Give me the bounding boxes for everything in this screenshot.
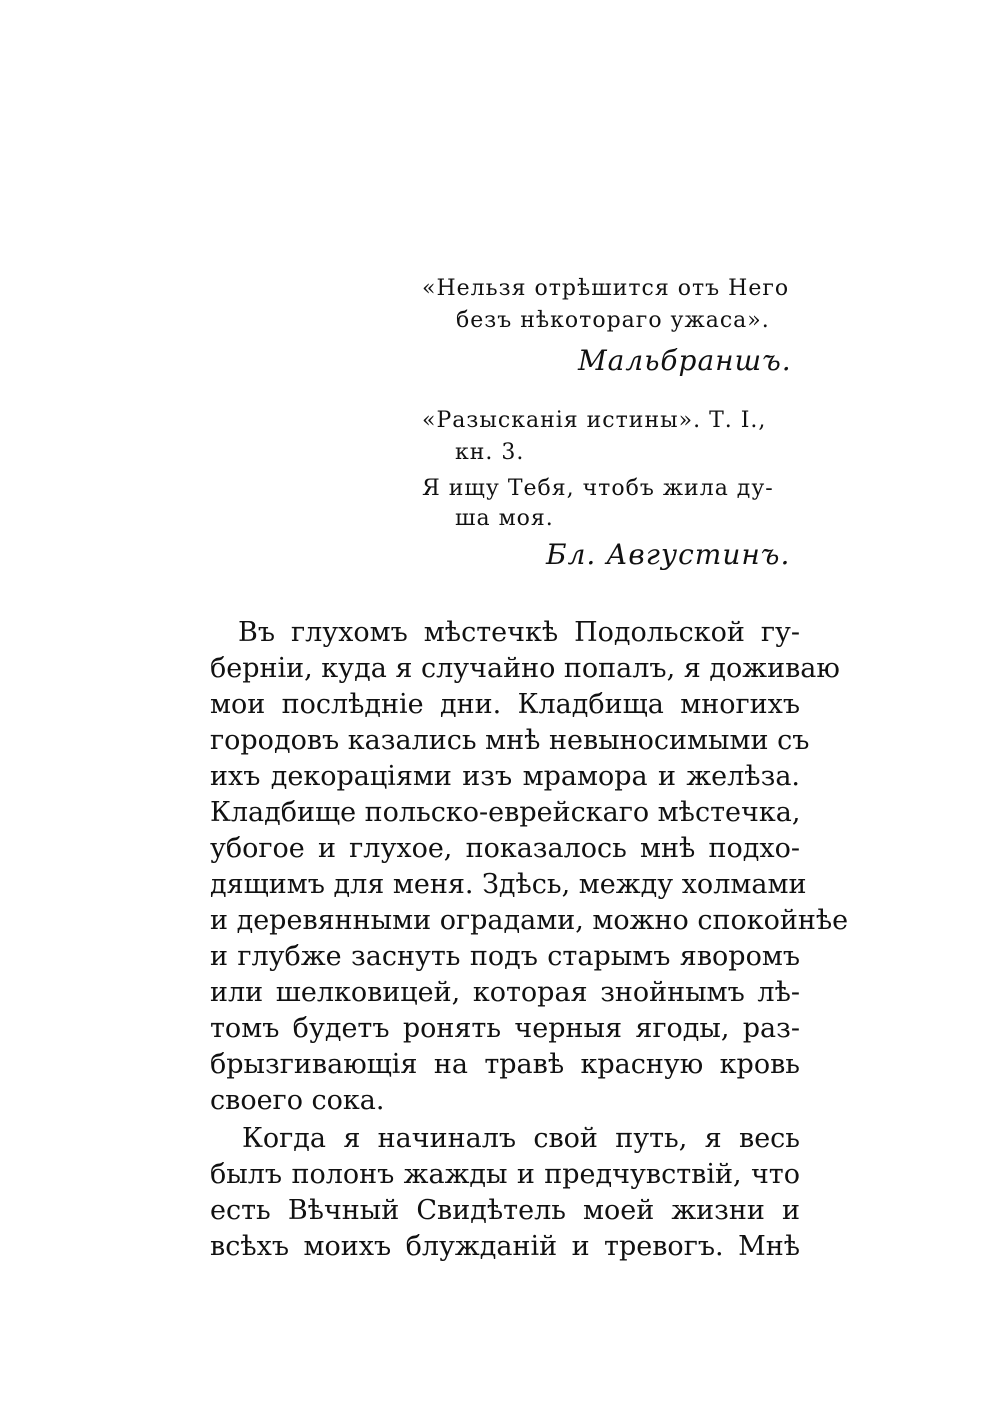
paragraph-2-line: былъ полонъ жажды и предчувствій, что	[210, 1159, 800, 1190]
paragraph-1-line: и глубже заснуть подъ старымъ яворомъ	[210, 941, 800, 972]
epigraph-3-line-2: ша моя.	[455, 506, 554, 531]
paragraph-1-line: или шелковицей, которая знойнымъ лѣ-	[210, 977, 800, 1008]
epigraph-3-author: Бл. Августинъ.	[546, 538, 791, 571]
paragraph-1-line: убогое и глухое, показалось мнѣ подхо-	[210, 833, 800, 864]
paragraph-2-line: Когда я начиналъ свой путь, я весь	[242, 1123, 800, 1154]
paragraph-1-line: городовъ казались мнѣ невыносимыми съ	[210, 725, 810, 756]
epigraph-1-line-2: безъ нѣкотораго ужаса».	[456, 308, 770, 333]
paragraph-1-line: Кладбище польско-еврейскаго мѣстечка,	[210, 797, 801, 828]
paragraph-1-line: томъ будетъ ронять черныя ягоды, раз-	[210, 1013, 800, 1044]
paragraph-2-line: всѣхъ моихъ блужданій и тревогъ. Мнѣ	[210, 1231, 800, 1262]
paragraph-1-line: ихъ декораціями изъ мрамора и желѣза.	[210, 761, 800, 792]
paragraph-1-line: дящимъ для меня. Здѣсь, между холмами	[210, 869, 807, 900]
paragraph-2-line: есть Вѣчный Свидѣтель моей жизни и	[210, 1195, 800, 1226]
paragraph-1-line: Въ глухомъ мѣстечкѣ Подольской гу-	[238, 617, 800, 648]
paragraph-1-line: берніи, куда я случайно попалъ, я доживаю	[210, 653, 840, 684]
paragraph-1-line: брызгивающія на травѣ красную кровь	[210, 1049, 800, 1080]
epigraph-3-line-1: Я ищу Тебя, чтобъ жила ду-	[422, 476, 774, 501]
paragraph-1-line: и деревянными оградами, можно спокойнѣе	[210, 905, 849, 936]
paragraph-1-line: мои послѣдніе дни. Кладбища многихъ	[210, 689, 800, 720]
paragraph-1-line: своего сока.	[210, 1085, 385, 1116]
epigraph-1-line-1: «Нельзя отрѣшится отъ Него	[422, 276, 790, 301]
epigraph-2-line-2: кн. 3.	[455, 440, 525, 465]
epigraph-1-author: Мальбраншъ.	[578, 344, 792, 377]
epigraph-2-line-1: «Разысканія истины». Т. I.,	[422, 408, 767, 433]
